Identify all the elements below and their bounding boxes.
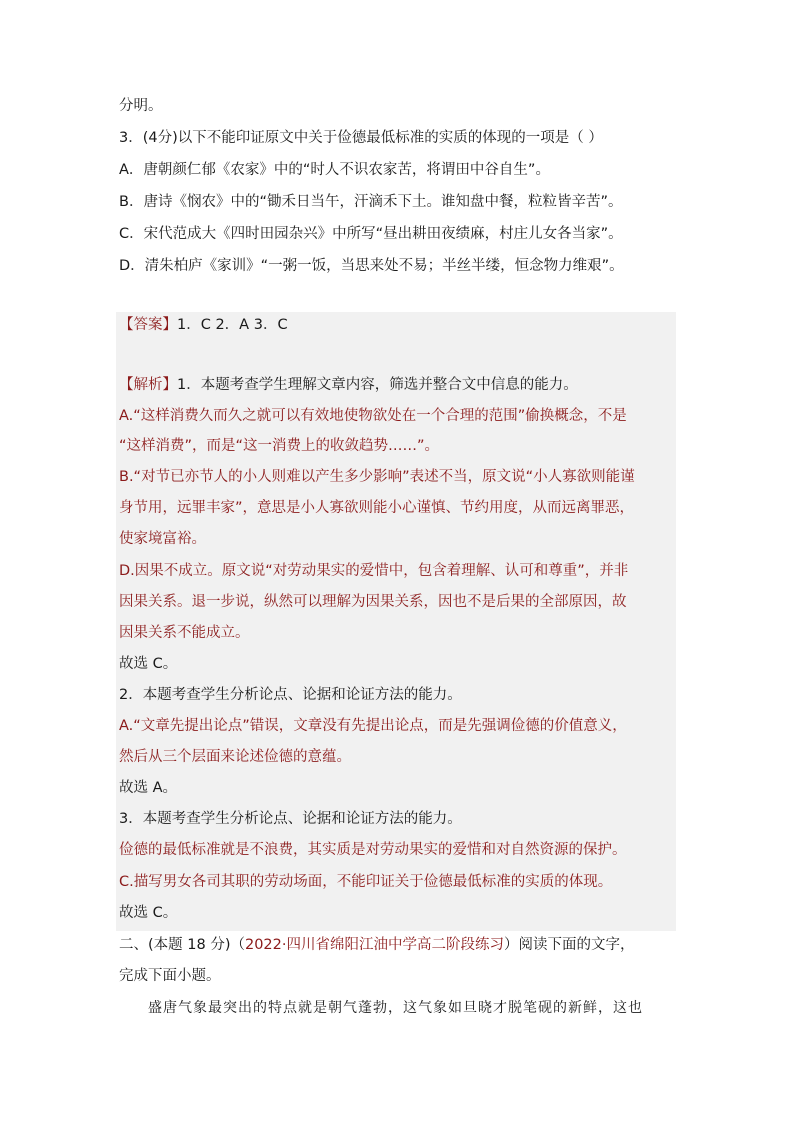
- analysis-line-4: B.“对节已亦节人的小人则难以产生多少影响”表述不当，原文说“小人寡欲则能谨: [119, 469, 635, 485]
- analysis-line-13: 然后从三个层面来论述俭德的意蕴。: [119, 749, 351, 765]
- analysis-line-2: A.“这样消费久而久之就可以有效地使物欲处在一个合理的范围”偷换概念，不是: [119, 408, 627, 424]
- answer-text: 1．C 2．A 3．C: [177, 317, 288, 333]
- analysis-line-17: C.描写男女各司其职的劳动场面，不能印证关于俭德最低标准的实质的体现。: [119, 874, 613, 890]
- analysis-line-11: 2．本题考查学生分析论点、论据和论证方法的能力。: [119, 687, 462, 703]
- prev-tail-text: 分明。: [119, 98, 163, 114]
- analysis-text-1: 1．本题考查学生理解文章内容，筛选并整合文中信息的能力。: [177, 377, 578, 393]
- analysis-line-3: “这样消费”，而是“这一消费上的收敛趋势……”。: [119, 438, 440, 454]
- analysis-line-10: 故选 C。: [119, 656, 178, 672]
- option-b: B．唐诗《悯农》中的“锄禾日当午，汗滴禾下土。谁知盘中餐，粒粒皆辛苦”。: [119, 194, 623, 210]
- option-d: D．清朱柏庐《家训》“一粥一饭，当思来处不易；半丝半缕，恒念物力维艰”。: [119, 258, 624, 274]
- analysis-line-7: D.因果不成立。原文说“对劳动果实的爱惜中，包含着理解、认可和尊重”，并非: [119, 563, 629, 579]
- analysis-line-16: 俭德的最低标准就是不浪费，其实质是对劳动果实的爱惜和对自然资源的保护。: [119, 842, 627, 858]
- section-2-heading-cont: 完成下面小题。: [119, 968, 221, 984]
- analysis-line-12: A.“文章先提出论点”错误，文章没有先提出论点，而是先强调俭德的价值意义，: [119, 718, 627, 734]
- analysis-line-1: [119, 375, 578, 395]
- analysis-line-18: 故选 C。: [119, 905, 178, 921]
- section-2-source: 2022·四川省绵阳江油中学高二阶段练习: [244, 937, 504, 953]
- option-c: C．宋代范成大《四时田园杂兴》中所写“昼出耕田夜绩麻，村庄儿女各当家”。: [119, 226, 623, 242]
- section-2-prefix: 二、(本题 18 分)（: [119, 937, 245, 953]
- analysis-line-6: 使家境富裕。: [119, 531, 206, 547]
- question-3: 3．(4分)以下不能印证原文中关于俭德最低标准的实质的体现的一项是（ ）: [119, 130, 603, 146]
- analysis-line-14: 故选 A。: [119, 780, 178, 796]
- analysis-line-5: 身节用，远罪丰家”，意思是小人寡欲则能小心谨慎、节约用度，从而远离罪恶，: [119, 500, 635, 516]
- analysis-line-15: 3．本题考查学生分析论点、论据和论证方法的能力。: [119, 811, 462, 827]
- option-a: A．唐朝颜仁郁《农家》中的“时人不识农家苦，将谓田中谷自生”。: [119, 162, 550, 178]
- analysis-tag: 【解析】: [119, 377, 177, 393]
- section-2-heading: [119, 935, 635, 955]
- answer-line: [119, 315, 288, 335]
- analysis-line-9: 因果关系不能成立。: [119, 625, 250, 641]
- passage-first-line: 盛唐气象最突出的特点就是朝气蓬勃，这气象如旦晓才脱笔砚的新鲜，这也: [148, 1000, 643, 1016]
- answer-tag: 【答案】: [119, 317, 177, 333]
- section-2-suffix: ）阅读下面的文字，: [504, 937, 635, 953]
- answer-analysis-box: [116, 312, 676, 931]
- analysis-line-8: 因果关系。退一步说，纵然可以理解为因果关系，因也不是后果的全部原因，故: [119, 594, 627, 610]
